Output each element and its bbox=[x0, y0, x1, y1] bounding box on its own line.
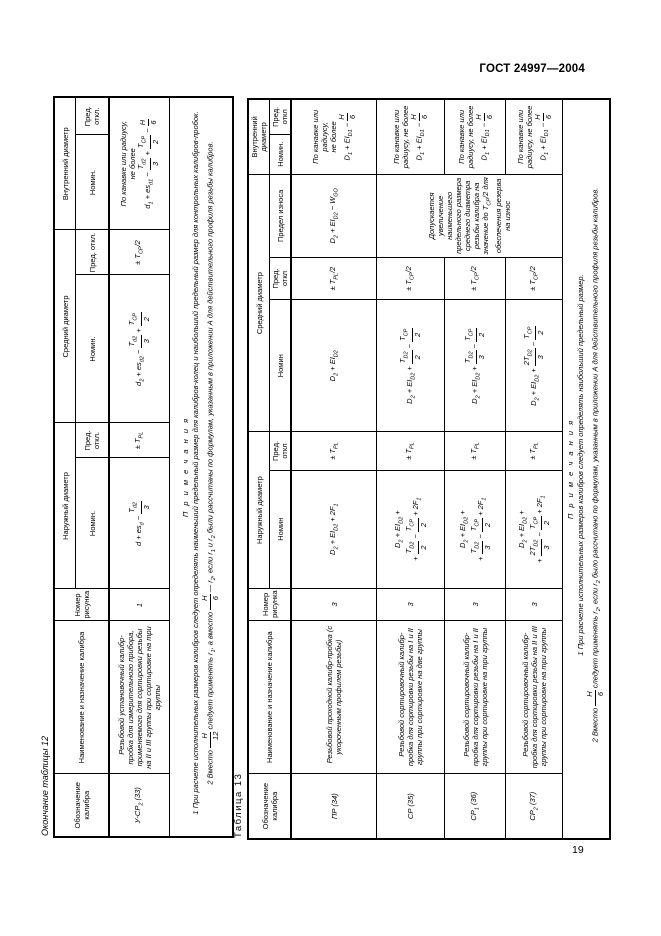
t13-header-designation: Обозначение калибра bbox=[248, 774, 291, 839]
t12-header-figure: Номер рисунка bbox=[54, 589, 109, 621]
t12-header-pitch-diameter: Средний диаметр bbox=[54, 230, 76, 423]
t13-header-outer-deviation: Пред. откл bbox=[270, 432, 292, 470]
t13-header-outer-nominal: Номин bbox=[270, 470, 292, 588]
t12-gauge-designation: $У-СР_2$ (33) bbox=[109, 774, 170, 837]
t12-header-outer-nominal: Номин. bbox=[76, 458, 110, 589]
page-number: 19 bbox=[572, 844, 584, 856]
t13-notes bbox=[563, 99, 611, 839]
t12-header-inner-diameter: Внутренний диаметр bbox=[54, 97, 76, 230]
t13-row-pr-wear-limit: $D_2 + EI_{D2} - W_{GO}$ bbox=[291, 174, 377, 257]
t13-row-sr2-inner-cell: По канавке или радиусу, не более $D_1 + EI_{D1}$ − H 6 bbox=[506, 99, 563, 174]
t13-header-outer-diameter: Наружный диаметр bbox=[248, 432, 270, 588]
t12-note-2: 2 Вместо H 12 следует применять $r_1$, а вместо H 6 — $r_2$, если $r_1$ и $r_2$ были рассчитаны по формулам, указанным в приложении А для действительного профиля резьбы калибров. bbox=[200, 141, 220, 785]
t13-row-pr-name: Резьбовой проходной калибр-пробка (с укороченным профилем резьбы) bbox=[291, 620, 377, 773]
t12-notes bbox=[170, 97, 234, 837]
t13-header-pitch-diameter: Средний диаметр bbox=[248, 174, 270, 432]
t13-header-inner-deviation: Пред. откл bbox=[270, 99, 292, 134]
t12-header-name: Наименование и назначение калибра bbox=[54, 621, 109, 774]
t12-header-outer-diameter: Наружный диаметр bbox=[54, 423, 76, 589]
t12-header-outer-deviation: Пред. откл. bbox=[76, 423, 110, 458]
t12-header-inner-deviation: Пред. откл. bbox=[76, 97, 110, 135]
t13-row-sr-name: Резьбовой сортировочный калибр-пробка для сортировки резьбы на I и II группы при сортировке на две группы bbox=[377, 620, 445, 773]
table-12-block bbox=[40, 96, 230, 838]
t12-pitch-nominal-formula: $d_2 + es_{d2}$ − $T_{d2}$ 3 + $T_{CP}$ 2 bbox=[109, 275, 170, 423]
t13-row-sr2-name: Резьбовой сортировочный калибр-пробка для сортировки резьбы на II и III группы при сортировке на три группы bbox=[506, 620, 563, 773]
t13-row-sr1-designation: $СР_1$ (36) bbox=[445, 774, 506, 839]
t13-row-sr2-pitch-deviation: ± $T_{CP}/2$ bbox=[506, 257, 563, 299]
t13-row-sr-pitch-deviation: ± $T_{CP}/2$ bbox=[377, 257, 445, 299]
table-12-caption: Окончание таблицы 12 bbox=[40, 736, 50, 836]
t13-header-inner-diameter: Внутренний диаметр bbox=[248, 99, 270, 174]
table-13-caption: Таблица 13 bbox=[233, 772, 244, 838]
t13-row-pr-inner-cell: По канавке или радиусу, не более $D_1 + EI_{D1}$ − H 6 bbox=[291, 99, 377, 174]
t13-notes-heading: П р и м е ч а н и я bbox=[566, 418, 576, 520]
t12-pitch-deviation-value: ± $T_{CP}/2$ bbox=[109, 230, 170, 275]
t13-row-sr-outer-formula: $D_2 + EI_{D2}$ + + $T_{D2}$ 2 − $T_{CP}$ 2 + $2F_1$ bbox=[377, 470, 445, 588]
t12-notes-heading: П р и м е ч а н и я bbox=[181, 416, 191, 518]
t13-row-sr2-outer-deviation: ± $T_{PL}$ bbox=[506, 432, 563, 470]
t13-header-inner-nominal: Номин. bbox=[270, 134, 292, 174]
t13-row-sr2-outer-formula: $D_2 + EI_{D2}$ + + $2T_{D2}$ 3 − $T_{CP}$ 2 + $2F_1$ bbox=[506, 470, 563, 588]
t13-row-pr-outer-deviation: ± $T_{PL}$ bbox=[291, 432, 377, 470]
t13-header-figure: Номер рисунка bbox=[248, 588, 291, 620]
t13-row-sr1-pitch-formula: $D_2 + EI_{D2}$ + $T_{D2}$ 3 − $T_{CP}$ 2 bbox=[445, 300, 506, 432]
t13-header-name: Наименование и назначение калибра bbox=[248, 620, 291, 773]
t13-row-sr1-pitch-deviation: ± $T_{CP}/2$ bbox=[445, 257, 506, 299]
table-12 bbox=[53, 96, 234, 838]
doc-number: ГОСТ 24997—2004 bbox=[479, 63, 585, 75]
t13-row-sr1-outer-deviation: ± $T_{PL}$ bbox=[445, 432, 506, 470]
t13-row-sr-figure: 3 bbox=[377, 588, 445, 620]
t12-figure-number: 1 bbox=[109, 589, 170, 621]
t12-outer-nominal-formula: $d + es_d$ − $T_{d2}$ 3 bbox=[109, 458, 170, 589]
t12-outer-deviation-value: ± $T_{PL}$ bbox=[109, 423, 170, 458]
t13-note-1: 1 При расчете исполнительных размеров калибров следует определять наибольший предельный размер. bbox=[576, 274, 586, 656]
t13-row-pr-outer-formula: $D_2 + EI_{D2} + 2F_1$ bbox=[291, 470, 377, 588]
table-13 bbox=[247, 98, 611, 840]
t13-row-sr1-outer-formula: $D_2 + EI_{D2}$ + + $T_{D2}$ 3 − $T_{CP}$ 2 + $2F_1$ bbox=[445, 470, 506, 588]
t13-header-pitch-nominal: Номин bbox=[270, 300, 292, 432]
t13-row-sr2-figure: 3 bbox=[506, 588, 563, 620]
t13-header-wear-limit: Предел износа bbox=[270, 174, 292, 257]
t12-note-1: 1 При расчете исполнительных размеров калибров следует определять наименьший предельный размер для калибров-колец и наибольший предельный размер для контрольных калибров-пробок. bbox=[191, 111, 201, 815]
t12-header-designation: Обозначение калибра bbox=[54, 774, 109, 837]
t13-row-pr-pitch-formula: $D_2 + EI_{D2}$ bbox=[291, 300, 377, 432]
table-13-block bbox=[233, 98, 605, 840]
t13-row-sr1-figure: 3 bbox=[445, 588, 506, 620]
t13-note-2: 2 Вместо H 6 следует применять $r_2$, если $r_2$ было рассчитано по формулам, указанным в приложении А для действительного профиля резьбы калибров. bbox=[585, 187, 605, 743]
t12-header-pitch-deviation: Пред. откл. bbox=[76, 230, 110, 275]
t12-header-inner-nominal: Номин. bbox=[76, 135, 110, 230]
t13-row-sr2-pitch-formula: $D_2 + EI_{D2}$ + $2T_{D2}$ 3 − $T_{CP}$ 2 bbox=[506, 300, 563, 432]
t13-row-pr-figure: 3 bbox=[291, 588, 377, 620]
t13-header-pitch-deviation: Пред. откл bbox=[270, 257, 292, 299]
t12-inner-diameter-cell: По канавке или радиусу, не более $d_1 + es_{d1}$ − $T_{d2}$ 3 + $T_{CP}$ 2 − H 6 bbox=[109, 97, 170, 230]
t13-row-sr-designation: СР (35) bbox=[377, 774, 445, 839]
t13-row-sr-inner-cell: По канавке или радиусу, не более $D_1 + EI_{D1}$ − H 6 bbox=[377, 99, 445, 174]
t13-wear-limit-note: Допускается увеличение наименьшего предельного размера среднего диаметра резьбы калибра на значение до $T_{CP}/2$ для обеспечения резерва на износ bbox=[377, 174, 563, 257]
t13-row-sr2-designation: $СР_2$ (37) bbox=[506, 774, 563, 839]
t13-row-pr-designation: ПР (34) bbox=[291, 774, 377, 839]
t13-row-sr-pitch-formula: $D_2 + EI_{D2}$ + $T_{D2}$ 2 − $T_{CP}$ 2 bbox=[377, 300, 445, 432]
t12-gauge-name: Резьбовой установочный калибр-пробка для измерительного прибора, применяемого для сортировки резьбы на II и III группы при сортировке на три группы bbox=[109, 621, 170, 774]
t13-row-sr-outer-deviation: ± $T_{PL}$ bbox=[377, 432, 445, 470]
t13-row-pr-pitch-deviation: ± $T_{PL}/2$ bbox=[291, 257, 377, 299]
t13-row-sr1-name: Резьбовой сортировочный калибр-пробка для сортировки резьбы на I и II группы при сортировке на три группы bbox=[445, 620, 506, 773]
t12-header-pitch-nominal: Номин. bbox=[76, 275, 110, 423]
t13-row-sr1-inner-cell: По канавке или радиусу, не более $D_1 + EI_{D1}$ − H 6 bbox=[445, 99, 506, 174]
